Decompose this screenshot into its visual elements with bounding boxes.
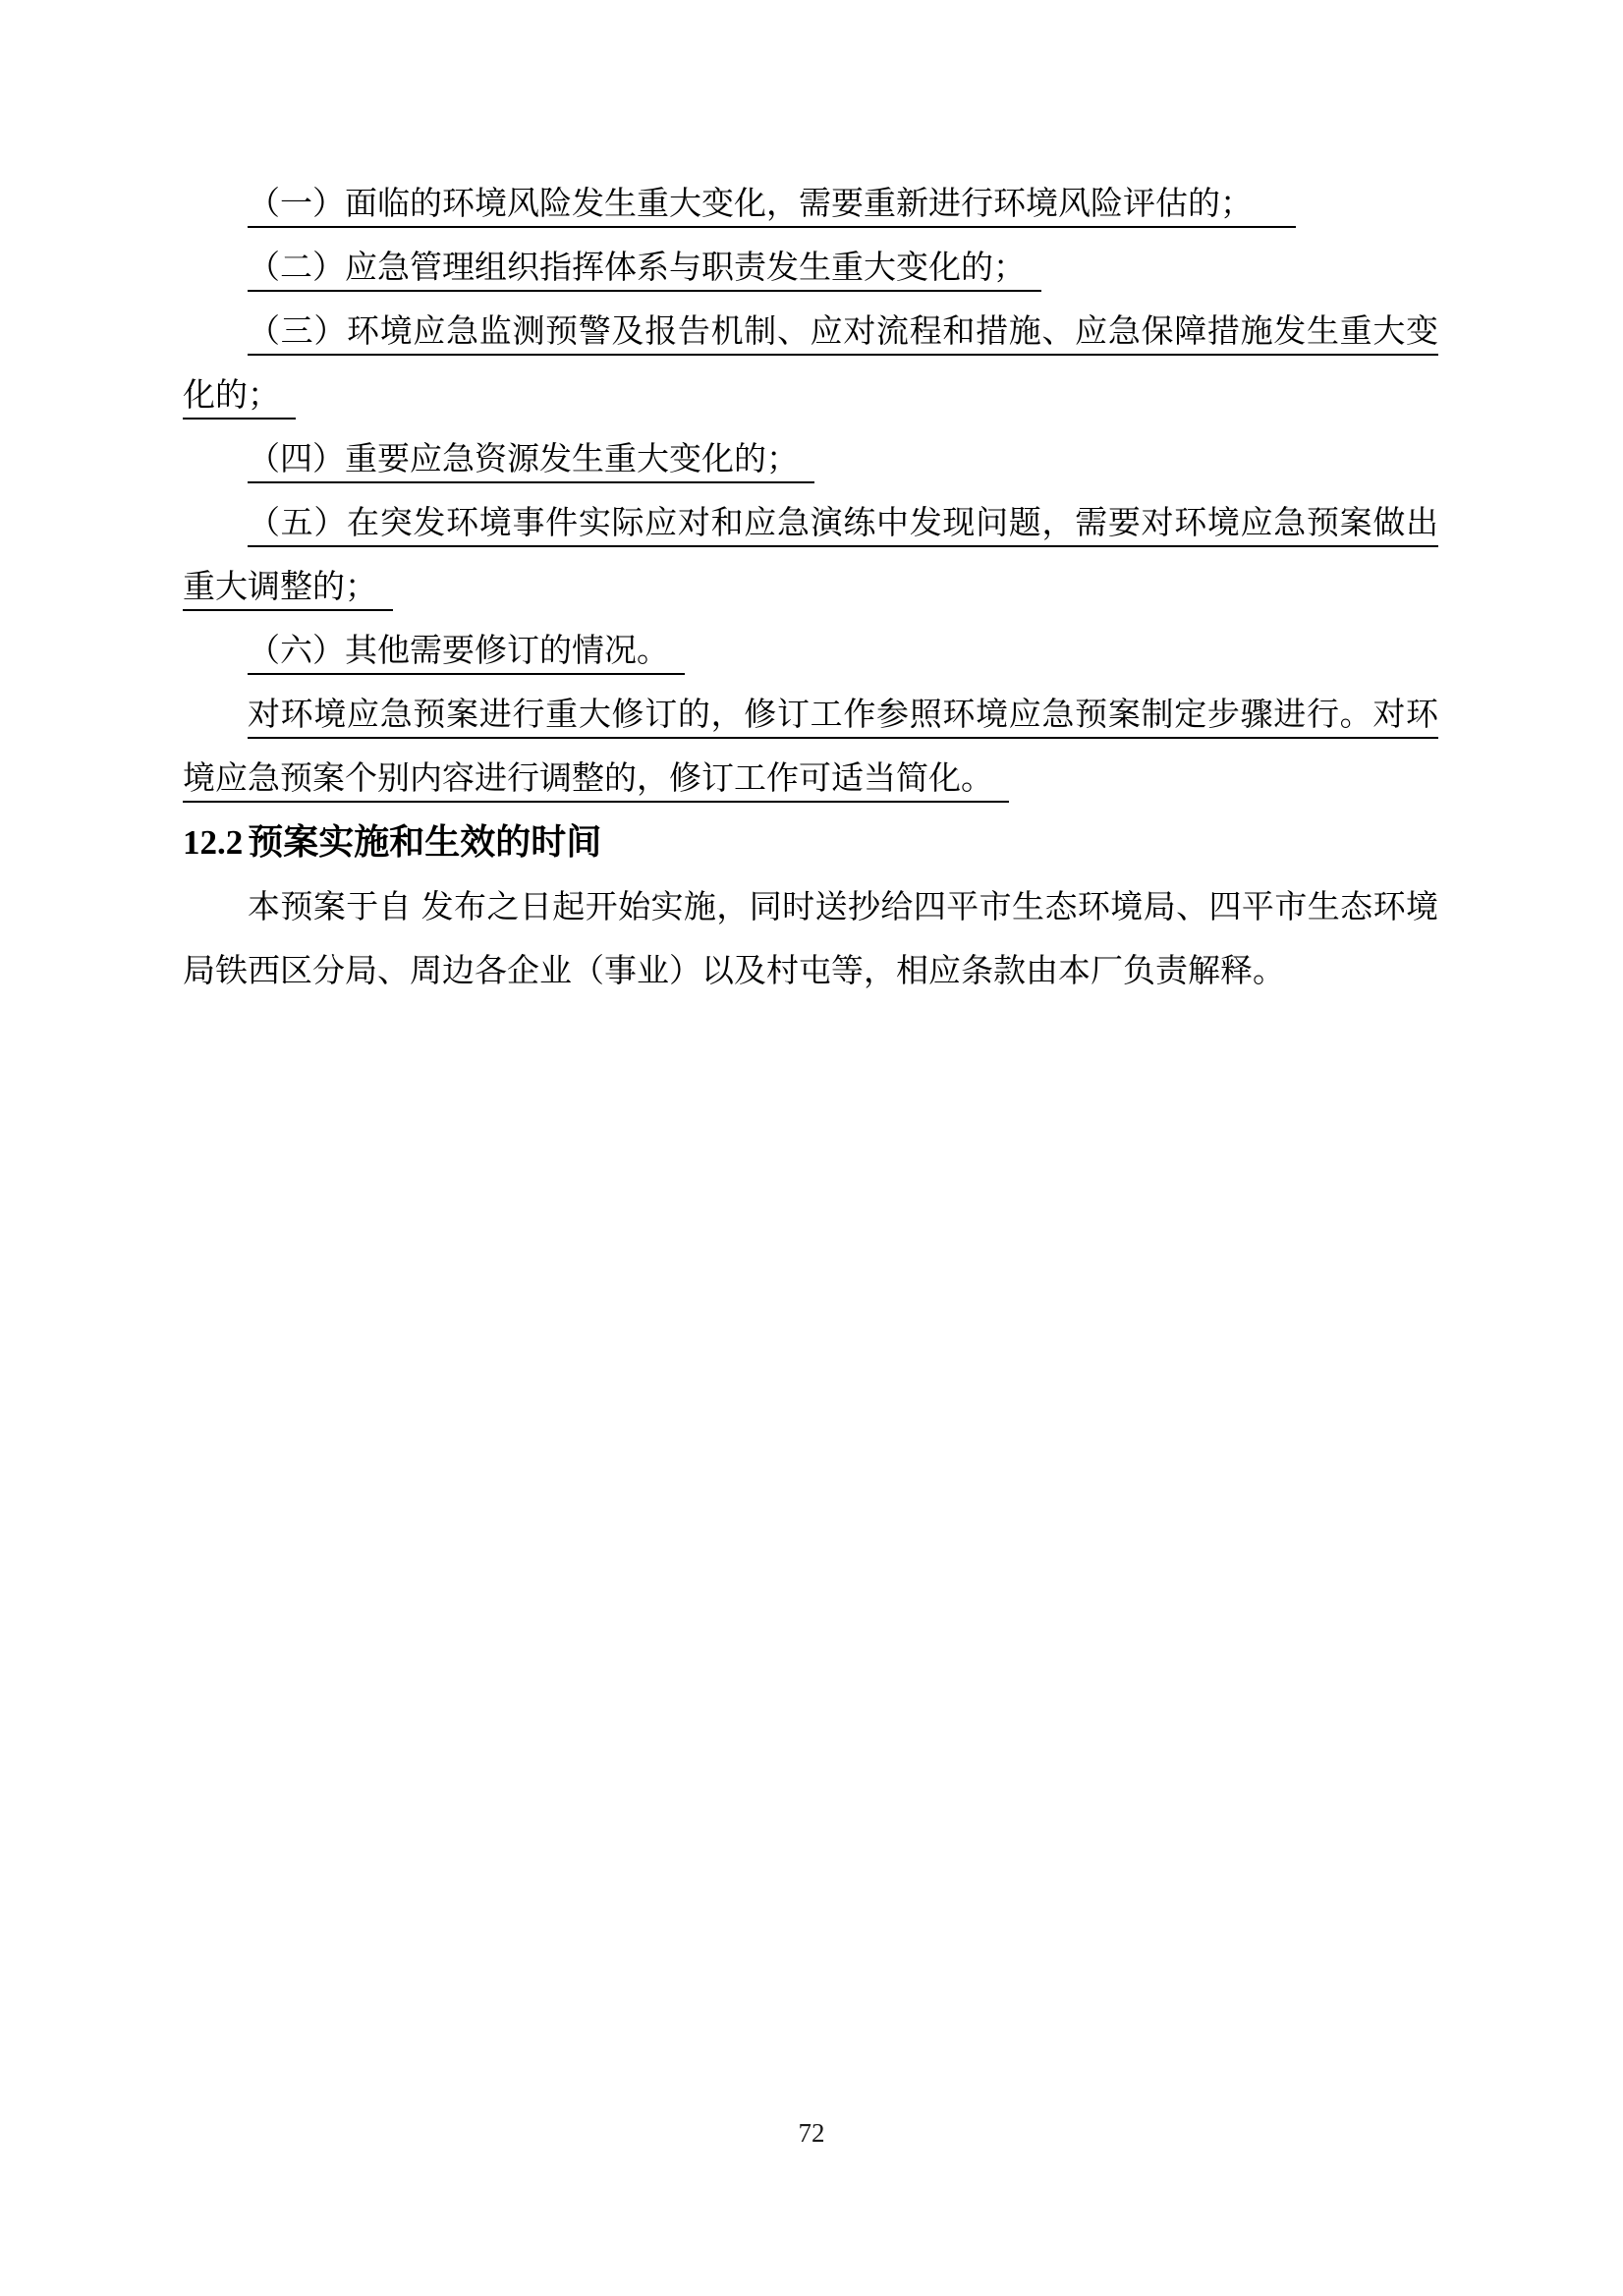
paragraph-text: 本预案于自 发布之日起开始实施，同时送抄给四平市生态环境局、四平市生态环境 — [248, 888, 1438, 924]
underlined-text: 重大调整的； — [183, 568, 393, 611]
underlined-text: （四）重要应急资源发生重大变化的； — [248, 440, 814, 483]
list-item-1-line — [183, 171, 1438, 235]
underlined-text: （一）面临的环境风险发生重大变化，需要重新进行环境风险评估的； — [248, 185, 1296, 228]
underlined-text: （三）环境应急监测预警及报告机制、应对流程和措施、应急保障措施发生重大变 — [248, 312, 1438, 356]
section-number: 12.2 — [183, 823, 244, 862]
underlined-text: （六）其他需要修订的情况。 — [248, 632, 685, 675]
revision-paragraph-line-1 — [183, 682, 1438, 746]
list-item-6-line — [183, 618, 1438, 682]
paragraph-text: 局铁西区分局、周边各企业（事业）以及村屯等，相应条款由本厂负责解释。 — [183, 952, 1285, 988]
page-number: 72 — [798, 2118, 825, 2148]
list-item-2-line — [183, 235, 1438, 299]
section-title: 预案实施和生效的时间 — [248, 821, 602, 862]
underlined-text: 化的； — [183, 376, 296, 420]
underlined-text: 境应急预案个别内容进行调整的，修订工作可适当简化。 — [183, 759, 1009, 803]
closing-paragraph-line-1 — [183, 874, 1438, 938]
document-body — [183, 171, 1438, 1002]
list-item-4-line — [183, 426, 1438, 490]
closing-paragraph-line-2 — [183, 938, 1438, 1002]
list-item-3-line-1 — [183, 299, 1438, 363]
underlined-text: 对环境应急预案进行重大修订的，修订工作参照环境应急预案制定步骤进行。对环 — [248, 696, 1438, 739]
underlined-text: （五）在突发环境事件实际应对和应急演练中发现问题，需要对环境应急预案做出 — [248, 504, 1438, 547]
underlined-text: （二）应急管理组织指挥体系与职责发生重大变化的； — [248, 249, 1041, 292]
list-item-5-line-1 — [183, 490, 1438, 554]
section-heading — [183, 810, 1438, 874]
revision-paragraph-line-2 — [183, 746, 1438, 810]
list-item-5-line-2 — [183, 554, 1438, 618]
list-item-3-line-2 — [183, 363, 1438, 426]
